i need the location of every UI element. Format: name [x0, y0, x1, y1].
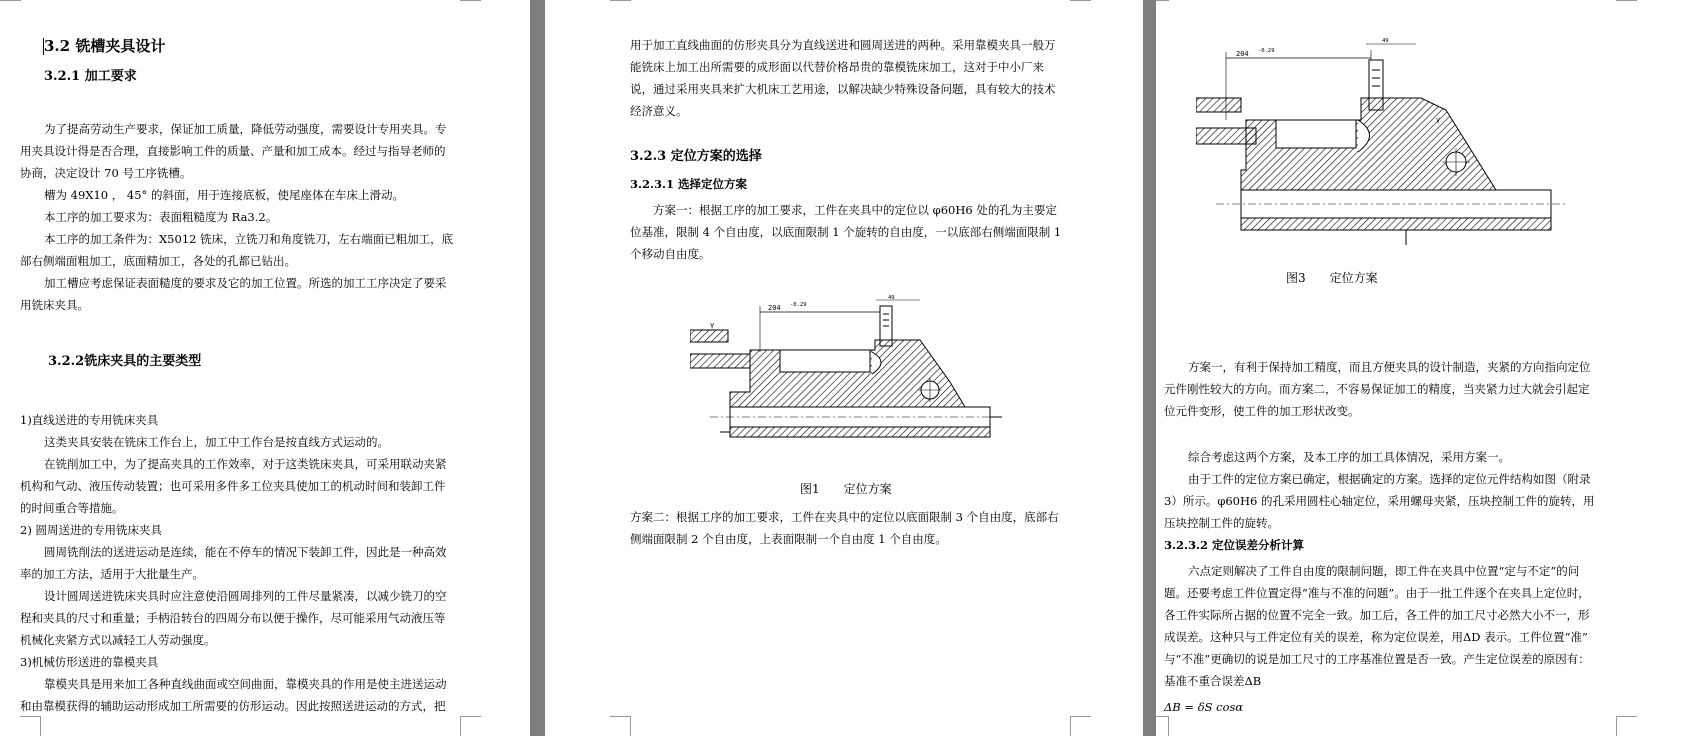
- paragraph-line: 用于加工直线曲面的仿形夹具分为直线送进和圆周送进的两种。采用靠模夹具一般万: [630, 38, 1056, 52]
- paragraph-line: 侧端面限制 2 个自由度，上表面限制一个自由度 1 个自由度。: [630, 532, 947, 546]
- paragraph-line: 程和夹具的尺寸和重量；手柄沿转台的四周分布以便于操作，尽可能采用气动液压等: [20, 611, 446, 625]
- document-page-3[interactable]: [1156, 0, 1694, 736]
- paragraph-line: 六点定则解决了工件自由度的限制问题，即工件在夹具中位置“定与不定”的问: [1188, 564, 1580, 578]
- heading-3-2-3-2: 3.2.3.2 定位误差分析计算: [1164, 538, 1305, 552]
- figure-3-caption: 图3 定位方案: [1286, 271, 1378, 285]
- page-corner-mark: [610, 716, 631, 736]
- paragraph-line: 成误差。这种只与工件定位有关的误差，称为定位误差，用ΔD 表示。工件位置“准”: [1164, 630, 1588, 644]
- dimension-tolerance: -0.29: [1258, 48, 1275, 54]
- list-item-title: 2) 圆周送进的专用铣床夹具: [20, 523, 162, 537]
- paragraph-line: 加工槽应考虑保证表面糙度的要求及它的加工位置。所选的加工工序决定了要采: [44, 276, 447, 290]
- page-corner-mark: [1616, 0, 1637, 1]
- paragraph-line: 题。还要考虑工件位置定得“准与不准的问题”。由于一批工件逐个在夹具上定位时，: [1164, 586, 1590, 600]
- paragraph-line: 用铣床夹具。: [20, 298, 89, 312]
- page-corner-mark: [460, 0, 481, 1]
- fixture-drawing-figure-3: [1196, 30, 1576, 265]
- paragraph-line: 说，通过采用夹具来扩大机床工艺用途，以解决缺少特殊设备问题，具有较大的技术: [630, 82, 1056, 96]
- heading-3-2-2: 3.2.2铣床夹具的主要类型: [48, 354, 202, 369]
- paragraph-line: 经济意义。: [630, 104, 688, 118]
- list-item-title: 3)机械仿形送进的靠模夹具: [20, 655, 159, 669]
- page-corner-mark: [610, 0, 631, 1]
- paragraph-line: 机械化夹紧方式以减轻工人劳动强度。: [20, 633, 216, 647]
- paragraph-line: 方案一：根据工序的加工要求，工件在夹具中的定位以 φ60H6 处的孔为主要定: [653, 203, 1057, 217]
- page-corner-mark: [1156, 0, 1169, 1]
- page-corner-mark: [460, 716, 481, 736]
- paragraph-line: 各工件实际所占据的位置不完全一致。加工后，各工件的加工尺寸必然大小不一，形: [1164, 608, 1590, 622]
- dimension-label: 49: [888, 295, 895, 301]
- paragraph-line: 方案一，有利于保持加工精度，而且方便夹具的设计制造，夹紧的方向指向定位: [1188, 360, 1591, 374]
- paragraph-line: 为了提高劳动生产要求，保证加工质量，降低劳动强度，需要设计专用夹具。专: [44, 122, 447, 136]
- paragraph-line: 综合考虑这两个方案，及本工序的加工具体情况，采用方案一。: [1188, 450, 1510, 464]
- page-corner-mark: [0, 0, 21, 1]
- paragraph-line: 的时间重合等措施。: [20, 501, 124, 515]
- paragraph-line: 在铣削加工中，为了提高夹具的工作效率，对于这类铣床夹具，可采用联动夹紧: [44, 457, 447, 471]
- page-corner-mark: [1616, 716, 1637, 736]
- dimension-label: 49: [1382, 38, 1389, 44]
- dimension-label: 204: [768, 304, 781, 312]
- paragraph-line: 圆周铣削法的送进运动是连续，能在不停车的情况下装卸工件，因此是一种高效: [44, 545, 447, 559]
- paragraph-line: 率的加工方法，适用于大批量生产。: [20, 567, 204, 581]
- heading-3-2-3-1: 3.2.3.1 选择定位方案: [630, 177, 748, 191]
- paragraph-line: 这类夹具安装在铣床工作台上，加工中工作台是按直线方式运动的。: [44, 435, 389, 449]
- heading-3-2-1: 3.2.1 加工要求: [44, 69, 137, 84]
- paragraph-line: 和由靠模获得的辅助运动形成加工所需要的仿形运动。因此按照送进运动的方式，把: [20, 699, 446, 713]
- paragraph-line: 机构和气动、液压传动装置；也可采用多件多工位夹具使加工的机动时间和装卸工件: [20, 479, 446, 493]
- fixture-drawing-figure-1: [690, 292, 1020, 477]
- paragraph-line: 部右侧端面粗加工，底面精加工，各处的孔都已钻出。: [20, 254, 296, 268]
- paragraph-line: 用夹具设计得是否合理，直接影响工件的质量、产量和加工成本。经过与指导老师的: [20, 144, 446, 158]
- paragraph-line: 本工序的加工要求为：表面粗糙度为 Ra3.2。: [44, 210, 278, 224]
- document-page-1[interactable]: [0, 0, 530, 736]
- paragraph-line: 方案二：根据工序的加工要求，工件在夹具中的定位以底面限制 3 个自由度，底部右: [630, 510, 1059, 524]
- page-corner-mark: [20, 716, 41, 736]
- page-corner-mark: [1070, 0, 1091, 1]
- figure-1-caption: 图1 定位方案: [800, 482, 892, 496]
- paragraph-line: 位基准，限制 4 个自由度，以底面限制 1 个旋转的自由度，一以底部右侧端面限制 1: [630, 225, 1062, 239]
- paragraph-line: 个移动自由度。: [630, 247, 711, 261]
- heading-3-2-3: 3.2.3 定位方案的选择: [630, 149, 762, 164]
- paragraph-line: 由于工件的定位方案已确定，根据确定的方案。选择的定位元件结构如图（附录: [1188, 472, 1591, 486]
- svg-text:γ: γ: [710, 321, 715, 329]
- paragraph-line: 与“不准”更确切的说是加工尺寸的工序基准位置是否一致。产生定位误差的原因有：: [1164, 652, 1590, 666]
- paragraph-line: 本工序的加工条件为：X5012 铣床，立铣刀和角度铣刀，左右端面已粗加工，底: [44, 232, 454, 246]
- svg-text:γ: γ: [1436, 116, 1441, 124]
- paragraph-line: 位元件变形，使工件的加工形状改变。: [1164, 404, 1360, 418]
- dimension-label: 204: [1236, 50, 1249, 58]
- heading-3-2: 3.2 铣槽夹具设计: [44, 37, 166, 55]
- paragraph-line: 压块控制工件的旋转。: [1164, 516, 1279, 530]
- paragraph-line: 靠模夹具是用来加工各种直线曲面或空间曲面，靠模夹具的作用是使主进送运动: [44, 677, 447, 691]
- paragraph-line: 协商，决定设计 70 号工序铣槽。: [20, 166, 192, 180]
- paragraph-line: 元件刚性较大的方向。而方案二，不容易保证加工的精度，当夹紧力过大就会引起定: [1164, 382, 1590, 396]
- dimension-tolerance: -0.29: [790, 302, 807, 308]
- document-page-2[interactable]: [545, 0, 1143, 736]
- page-corner-mark: [1070, 716, 1091, 736]
- paragraph-line: 3）所示。φ60H6 的孔采用圆柱心轴定位，采用螺母夹紧，压块控制工件的旋转，用: [1164, 494, 1595, 508]
- paragraph-line: 设计圆周送进铣床夹具时应注意使沿圆周排列的工件尽量紧凑，以减少铣刀的空: [44, 589, 447, 603]
- paragraph-line: 能铣床上加工出所需要的成形面以代替价格昂贵的靠模铣床加工，这对于中小厂来: [630, 60, 1044, 74]
- page-corner-mark: [1156, 716, 1169, 736]
- formula: ΔB = δS cosα: [1164, 700, 1244, 714]
- paragraph-line: 基准不重合误差ΔB: [1164, 674, 1262, 688]
- list-item-title: 1)直线送进的专用铣床夹具: [20, 413, 159, 427]
- paragraph-line: 槽为 49X10 ， 45° 的斜面，用于连接底板，使尾座体在车床上滑动。: [44, 188, 404, 202]
